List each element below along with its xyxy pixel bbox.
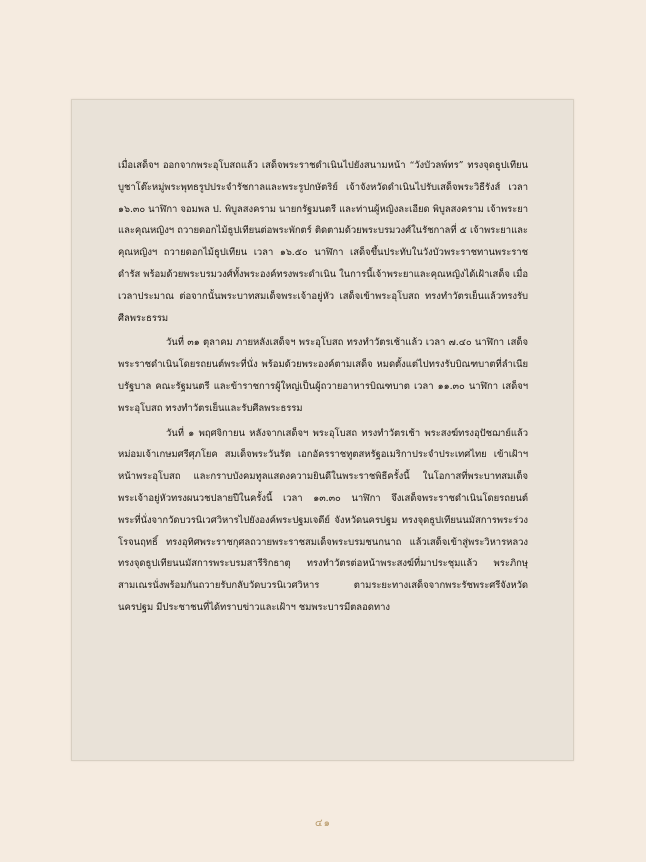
page-number: ๔๑	[315, 818, 331, 829]
document-body	[118, 155, 528, 619]
paragraph-1: เมื่อเสด็จฯ ออกจากพระอุโบสถแล้ว เสด็จพระราชดำเนินไปยังสนามหน้า “วังบัวลพ์ทร” ทรงจุดธูปเทียนบูชาโต๊ะหมู่พระพุทธรูปประจำรัชกาลและพระรูปกษัตริย์ เจ้าจังหวัดดำเนินไปรับเสด็จพระวิธีรังส์ เวลา ๑๖.๓๐ นาฬิกา จอมพล ป. พิบูลสงคราม นายกรัฐมนตรี และท่านผู้หญิงละเอียด พิบูลสงคราม เจ้าพระยาและคุณหญิงฯ ถวายดอกไม้ธูปเทียนต่อพระพักตร์ ติดตามด้วยพระบรมวงศ์ในรัชกาลที่ ๕ เจ้าพระยาและคุณหญิงฯ ถวายดอกไม้ธูปเทียน เวลา ๑๖.๕๐ นาฬิกา เสด็จขึ้นประทับในวังบัวพระราชทานพระราชดำรัส พร้อมด้วยพระบรมวงศ์ทั้งพระองค์ทรงพระดำเนิน ในการนี้เจ้าพระยาและคุณหญิงได้เฝ้าเสด็จ เมื่อเวลาประมาณ ต่อจากนั้นพระบาทสมเด็จพระเจ้าอยู่หัว เสด็จเข้าพระอุโบสถ ทรงทำวัตรเย็นแล้วทรงรับศีลพระธรรม	[118, 160, 528, 324]
paragraph-3: วันที่ ๑ พฤศจิกายน หลังจากเสด็จฯ พระอุโบสถ ทรงทำวัตรเช้า พระสงฆ์ทรงอุปัชฌาย์แล้ว หม่อมเจ้าเกษมศรีศุภโยค สมเด็จพระวันรัต เอกอัครราชทูตสหรัฐอเมริกาประจำประเทศไทย เข้าเฝ้าฯ หน้าพระอุโบสถ และกราบบังคมทูลแสดงความยินดีในพระราชพิธีครั้งนี้ ในโอกาสที่พระบาทสมเด็จพระเจ้าอยู่หัวทรงผนวชปลายปีในครั้งนี้ เวลา ๑๓.๓๐ นาฬิกา จึงเสด็จพระราชดำเนินโดยรถยนต์พระที่นั่งจากวัดบวรนิเวศวิหารไปยังองค์พระปฐมเจดีย์ จังหวัดนครปฐม ทรงจุดธูปเทียนนมัสการพระร่วงโรจนฤทธิ์ ทรงอุทิศพระราชกุศลถวายพระราชสมเด็จพระบรมชนกนาถ แล้วเสด็จเข้าสู่พระวิหารหลวง ทรงจุดธูปเทียนนมัสการพระบรมสารีริกธาตุ ทรงทำวัตรต่อหน้าพระสงฆ์ที่มาประชุมแล้ว พระภิกษุสามเณรนั่งพร้อมกันถวายรับกลับวัดบวรนิเวศวิหาร ตามระยะทางเสด็จจากพระรัชพระศรีจังหวัดนครปฐม มีประชาชนที่ได้ทราบข่าวและเฝ้าฯ ชมพระบารมีตลอดทาง	[118, 427, 528, 613]
paragraph-2: วันที่ ๓๑ ตุลาคม ภายหลังเสด็จฯ พระอุโบสถ ทรงทำวัตรเช้าแล้ว เวลา ๗.๔๐ นาฬิกา เสด็จพระราชดำเนินโดยรถยนต์พระที่นั่ง พร้อมด้วยพระองค์ตามเสด็จ หมดตั้งแต่ไปทรงรับบิณฑบาตที่ลำเนียบรัฐบาล คณะรัฐมนตรี และข้าราชการผู้ใหญ่เป็นผู้ถวายอาหารบิณฑบาต เวลา ๑๑.๓๐ นาฬิกา เสด็จฯ พระอุโบสถ ทรงทำวัตรเย็นและรับศีลพระธรรม	[118, 337, 528, 414]
